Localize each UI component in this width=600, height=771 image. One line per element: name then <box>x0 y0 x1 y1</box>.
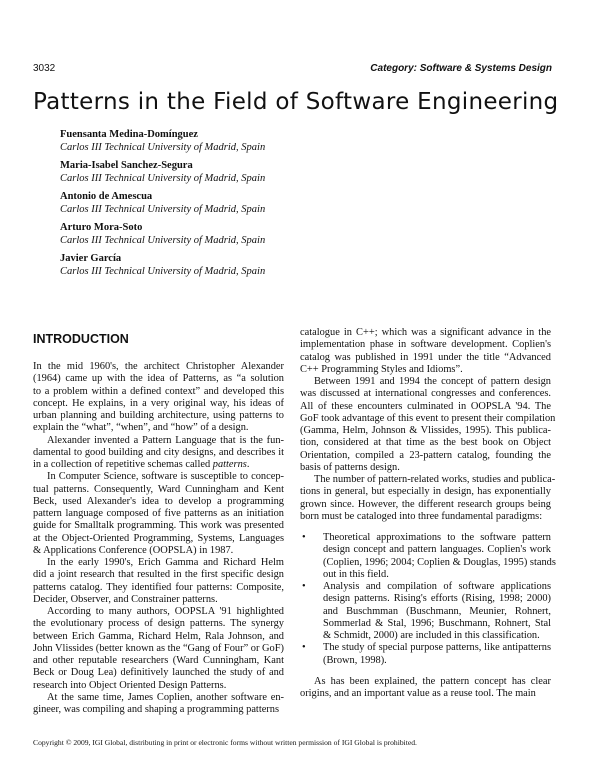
text-line: out in this field. <box>323 568 389 580</box>
author-name: Antonio de Amescua <box>60 191 153 202</box>
author-affiliation: Carlos III Technical University of Madrid, Spain <box>60 141 266 153</box>
paragraph <box>33 606 284 692</box>
text-line: Analysis and compilation of software applications <box>323 581 551 592</box>
text-line: In the early 1990's, Erich Gamma and Richard Helm <box>47 557 284 568</box>
bullet-icon: • <box>302 642 306 654</box>
spacer <box>300 667 551 676</box>
text-line: implementation phase in software development. Coplien's <box>300 339 551 351</box>
text-line: at the Object-Oriented Programming, Systems, Languages <box>33 532 284 544</box>
paragraph <box>33 471 284 557</box>
paragraph <box>33 692 284 717</box>
text-line: patterns catalog. They identified four patterns: Composite, <box>33 581 284 593</box>
text-line: catalogue in C++; which was a significant advance in the <box>300 327 551 338</box>
text-line: Alexander invented a Pattern Language that is the fun- <box>47 434 284 446</box>
text-line: (Brown, 1998). <box>323 654 387 666</box>
paragraph <box>300 327 551 376</box>
text-line: (Gamma, Helm, Johnson & Vlissides, 1995). This publica- <box>300 425 551 436</box>
text-line: Decider, Observer, and Constrainer patterns. <box>33 593 218 605</box>
text-line: Between 1991 and 1994 the concept of pattern design <box>314 376 551 387</box>
text-line: damental to good building and city designs, and describes it <box>33 446 284 458</box>
right-column <box>300 327 556 700</box>
author-block <box>60 253 265 278</box>
text-line: GoF took advantage of this event to present their compilation <box>300 412 556 424</box>
author-name: Maria-Isabel Sanchez-Segura <box>60 160 193 171</box>
copyright-footer: Copyright © 2009, IGI Global, distributing in print or electronic forms without written permission of IGI Global is prohibited. <box>33 738 417 747</box>
spacer <box>300 523 551 532</box>
text-line: research into Object Oriented Design Patterns. <box>33 679 227 691</box>
text-line: grown since. However, the different research groups being <box>300 498 551 510</box>
bullet-item <box>300 532 556 581</box>
text-line: In the mid 1960's, the architect Christopher Alexander <box>33 361 284 372</box>
text-line: explain the “what”, “when”, and “how” of a design. <box>33 422 249 434</box>
text-line: As has been explained, the pattern concept has clear <box>314 675 551 687</box>
text-line: C++ Programming Styles and Idioms”. <box>300 363 463 375</box>
text-line: did a joint research that resulted in the first specific design <box>33 569 284 581</box>
paragraph <box>300 676 551 701</box>
text-line: pattern language composed of five patterns as an initiation <box>33 508 284 519</box>
text-line: to a problem within a defined context” and developed this <box>33 385 284 397</box>
text-line: and other reputable researchers (Ward Cunningham, Kant <box>33 655 284 666</box>
text-line: In Computer Science, software is susceptible to concep- <box>47 471 284 483</box>
text-line: born must be cataloged into three fundamental paradigms: <box>300 510 543 522</box>
paragraph <box>323 532 556 581</box>
text-line: Theoretical approximations to the software pattern <box>323 532 551 543</box>
bullet-icon: • <box>302 532 306 543</box>
text-line: tions in general, but especially in design, has exponentially <box>300 486 551 498</box>
author-affiliation: Carlos III Technical University of Madrid, Spain <box>60 172 266 184</box>
paragraph <box>33 557 284 606</box>
text-line: catalog was published in 1991 under the title “Advanced <box>300 351 551 363</box>
text-line: origins, and an important value as a reuse tool. The main <box>300 688 536 699</box>
text-line: between Erich Gamma, Richard Helm, Rala Johnson, and <box>33 630 284 642</box>
author-affiliation: Carlos III Technical University of Madrid, Spain <box>60 203 266 215</box>
paragraph <box>33 361 284 435</box>
text-line: (Coplien, 1996; 2004; Coplien & Douglas, 1995) stands <box>323 556 556 568</box>
bullet-icon: • <box>302 581 306 592</box>
author-block <box>60 129 265 154</box>
author-affiliation: Carlos III Technical University of Madrid, Spain <box>60 265 266 277</box>
author-block <box>60 222 265 247</box>
paragraph <box>33 435 284 472</box>
page-number: 3032 <box>33 63 56 74</box>
text-line: in a collection of repetitive schemas called patterns. <box>33 459 250 470</box>
text-line: The number of pattern-related works, studies and publica- <box>314 474 556 485</box>
text-line: Beck or Doug Lea) definitively launched the study of and <box>33 667 284 679</box>
bullet-item <box>300 581 551 642</box>
text-line: the evolutionary process of design patterns. The synergy <box>33 618 284 630</box>
author-block <box>60 160 265 185</box>
paragraph <box>300 474 556 523</box>
section-heading: INTRODUCTION <box>33 332 129 346</box>
text-line: Orientation, compiled a 23-pattern catalog, founding the <box>300 449 551 461</box>
text-line: Beck, used Alexander's idea to develop a programming <box>33 495 284 507</box>
text-line: All of these encounters culminated in OOPSLA '94. The <box>300 400 551 412</box>
text-line: and Buschmman (Buschmann, Meunier, Rohnert, <box>323 605 551 617</box>
text-line: At the same time, James Coplien, another software en- <box>47 691 284 703</box>
article-title: Patterns in the Field of Software Engineering <box>33 89 559 115</box>
category-label: Category: Software & Systems Design <box>370 63 552 74</box>
text-line: design patterns. Rising's efforts (Rising, 1998; 2000) <box>323 593 551 605</box>
text-line: was discussed at international congresses and conferences. <box>300 388 551 400</box>
text-line: & Schmidt, 2000) are included in this classification. <box>323 630 540 641</box>
text-line: basis of patterns design. <box>300 461 400 473</box>
text-line: John Vlissides (better known as the “Gang of Four” or GoF) <box>33 642 284 654</box>
text-line: gineer, was compiling and shaping a programming patterns <box>33 704 280 715</box>
text-line: Sommerlad & Stal, 1996; Buschmann, Rohnert, Stal <box>323 617 551 629</box>
author-name: Javier García <box>60 253 122 264</box>
paragraph <box>323 642 551 667</box>
text-line: design concept and pattern languages. Coplien's work <box>323 544 551 556</box>
paragraph <box>300 376 556 474</box>
text-line: The study of special purpose patterns, like antipatterns <box>323 642 551 654</box>
author-name: Fuensanta Medina-Domínguez <box>60 129 198 140</box>
bullet-item <box>300 642 551 667</box>
text-line: tual patterns. Consequently, Ward Cunningham and Kent <box>33 483 284 495</box>
text-line: guide for Smalltalk programming. This work was presented <box>33 520 284 532</box>
text-line: According to many authors, OOPSLA '91 highlighted <box>47 606 284 617</box>
author-name: Arturo Mora-Soto <box>60 222 143 233</box>
text-line: tion, considered at that time as the best book on Object <box>300 437 551 449</box>
left-column <box>33 361 284 716</box>
author-block <box>60 191 265 216</box>
text-line: & Applications Conference (OOPSLA) in 1987. <box>33 544 234 556</box>
text-line: urban planning and building architecture, using patterns to <box>33 410 284 421</box>
text-line: concept. He explains, in a very original way, his ideas of <box>33 397 284 409</box>
paragraph <box>323 581 551 642</box>
text-line: (1964) came up with the idea of Patterns, as “a solution <box>33 373 284 385</box>
author-affiliation: Carlos III Technical University of Madrid, Spain <box>60 234 266 246</box>
